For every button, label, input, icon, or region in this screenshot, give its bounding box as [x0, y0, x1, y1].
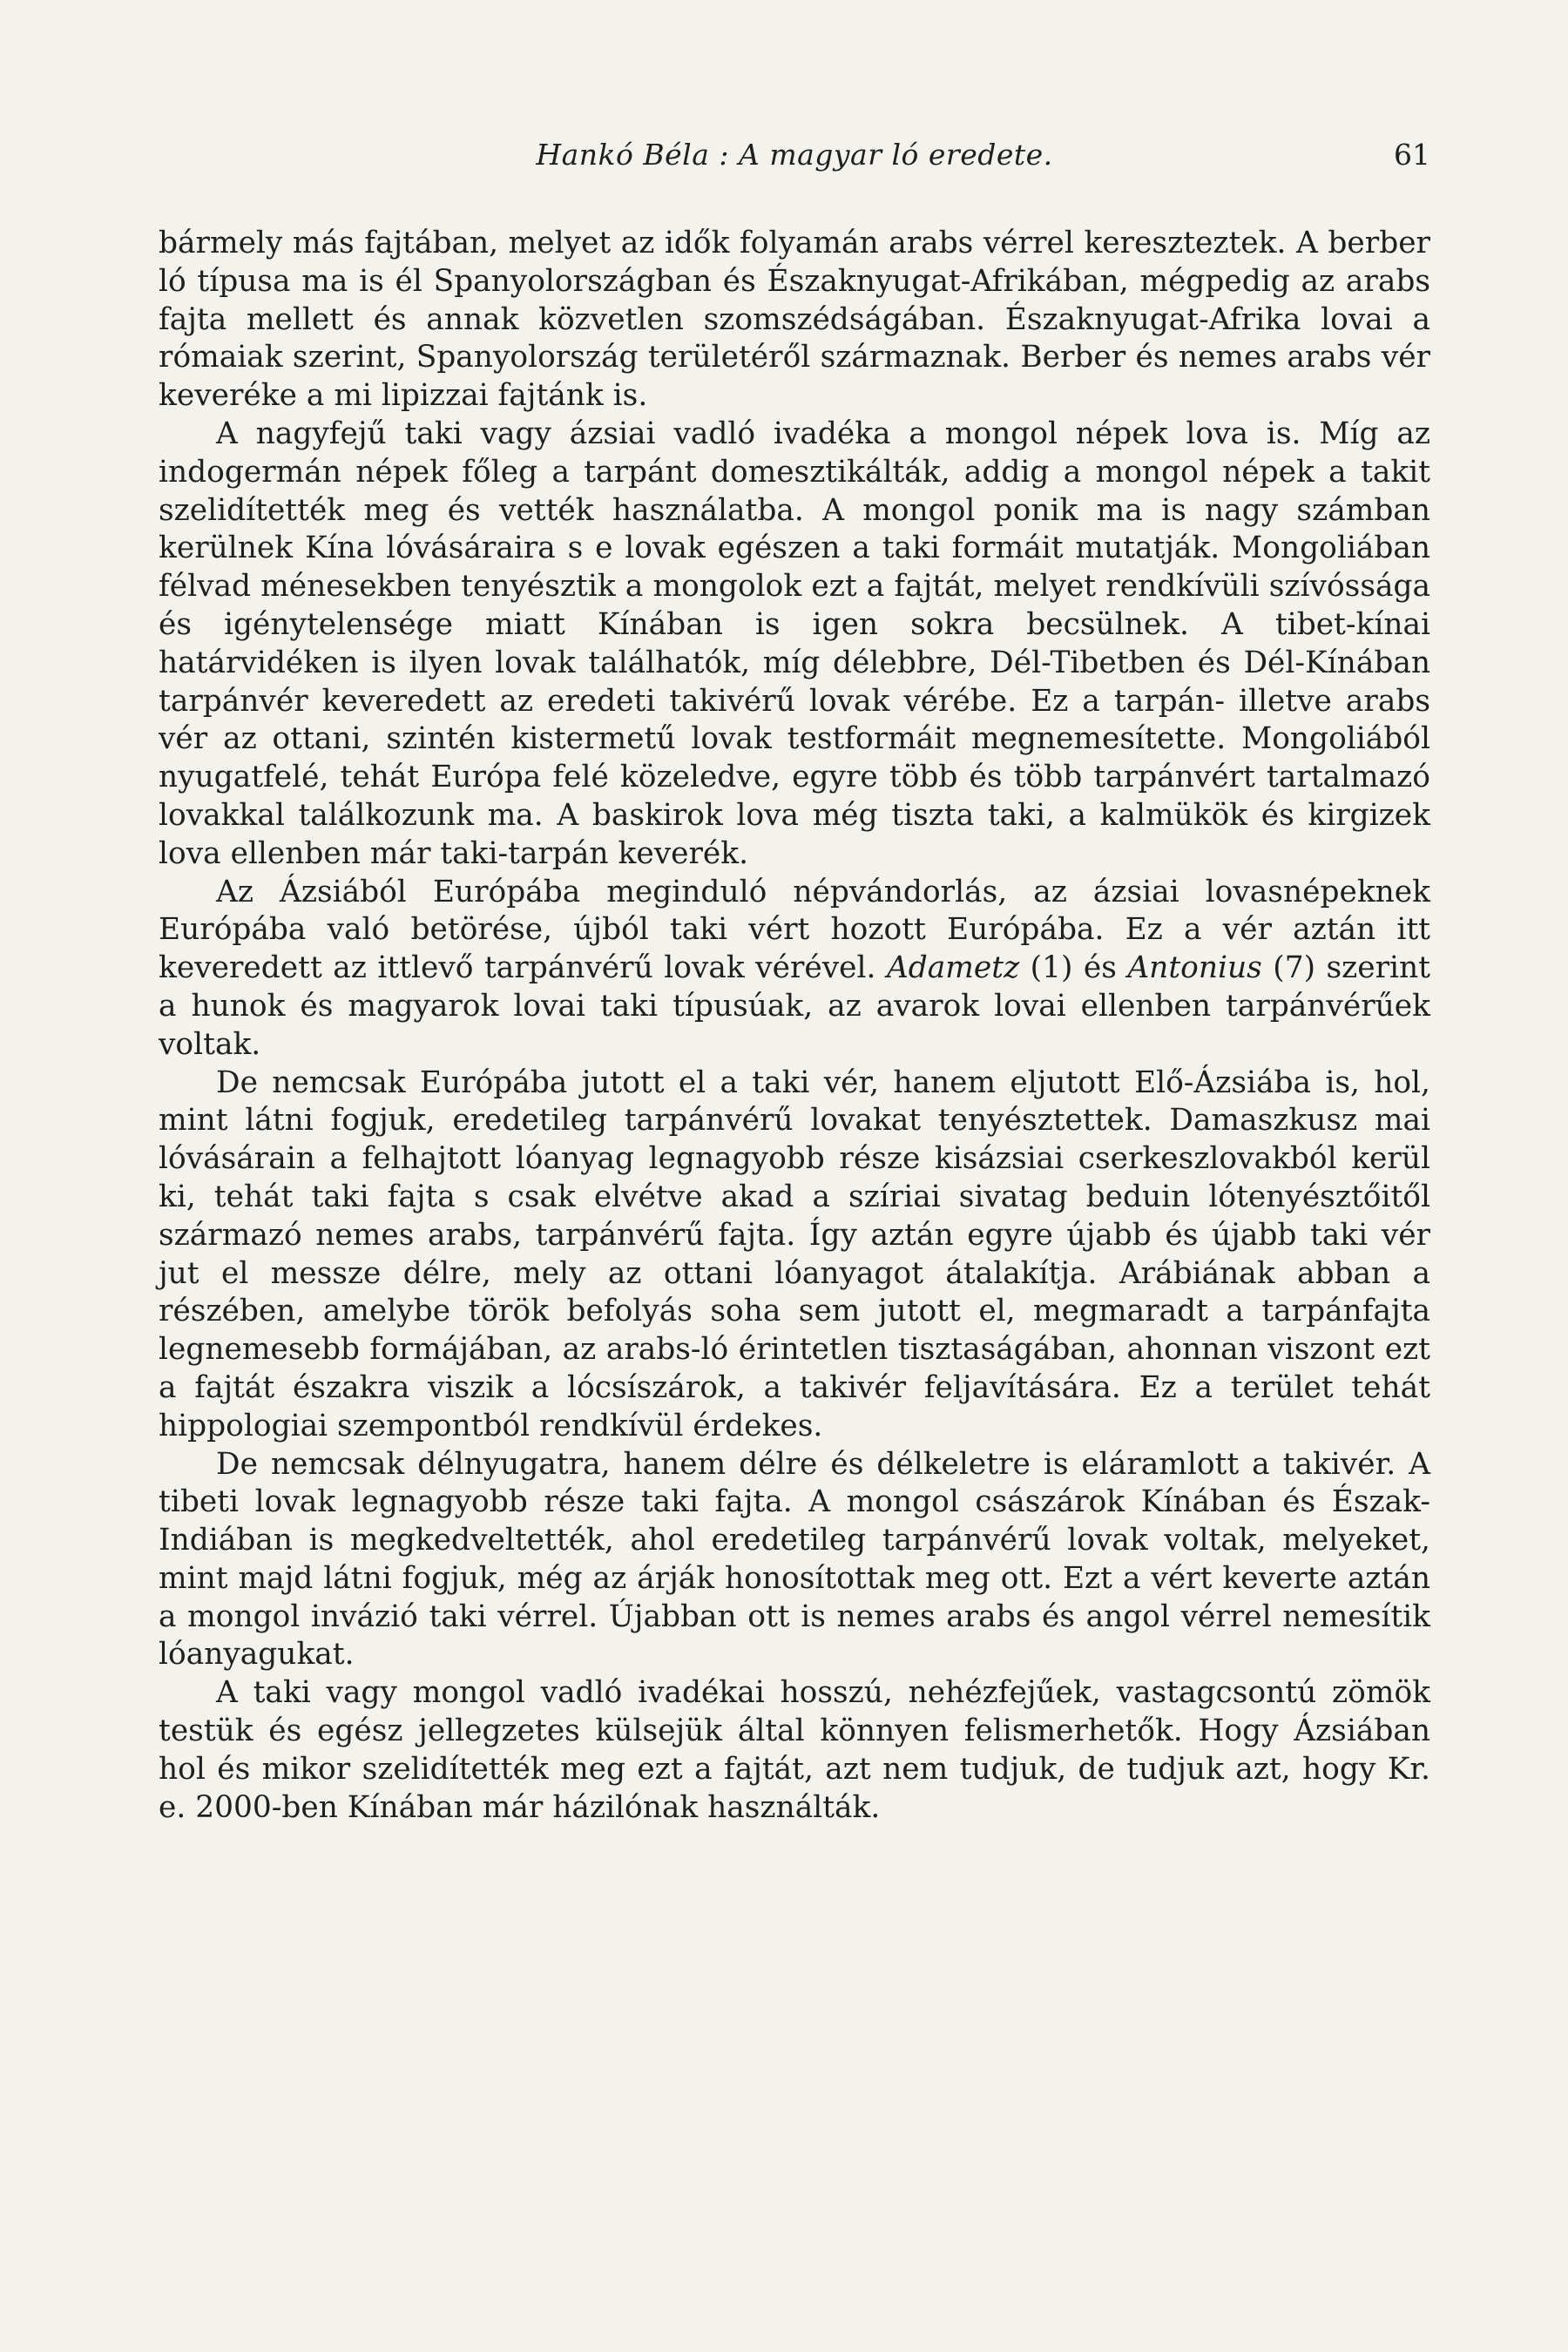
paragraph-1: bármely más fajtában, melyet az idők folyamán arabs vérrel kereszteztek. A berber ló típusa ma is él Spanyolországban és Északnyugat-Afrikában, mégpedig az arabs fajta mellett és annak közvetlen szomszédságában. Északnyugat-Afrika lovai a rómaiak szerint, Spanyolország területéről származnak. Berber és nemes arabs vér keveréke a mi lipizzai fajtánk is. — [159, 226, 1430, 414]
page-number: 61 — [1394, 138, 1430, 172]
paragraph-4: De nemcsak Európába jutott el a taki vér, hanem eljutott Elő-Ázsiába is, hol, mint látni fogjuk, eredetileg tarpánvérű lovakat tenyésztettek. Damaszkusz mai lóvásárain a felhajtott lóanyag legnagyobb része kisázsiai cserkeszlovakból kerül ki, tehát taki fajta s csak elvétve akad a szíriai sivatag beduin lótenyésztőitől származó nemes arabs, tarpánvérű fajta. Így aztán egyre újabb és újabb taki vér jut el messze délre, mely az ottani lóanyagot átalakítja. Arábiának abban a részében, amelybe török befolyás soha sem jutott el, megmaradt a tarpánfajta legnemesebb formájában, az arabs-ló érintetlen tisztaságában, ahonnan viszont ezt a fajtát északra viszik a lócsíszárok, a takivér feljavítására. Ez a terület tehát hippologiai szempontból rendkívül érdekes. — [159, 1064, 1430, 1443]
running-head — [159, 138, 1430, 181]
body-text — [159, 225, 1430, 1827]
paragraph-2: A nagyfejű taki vagy ázsiai vadló ivadéka a mongol népek lova is. Míg az indogermán népek főleg a tarpánt domesztikálták, addig a mongol népek a takit szelidítették meg és vették használatba. A mongol ponik ma is nagy számban kerülnek Kína lóvásáraira s e lovak egészen a taki formáit mutatják. Mongoliában félvad ménesekben tenyésztik a mongolok ezt a fajtát, melyet rendkívüli szívóssága és igénytelensége miatt Kínában is igen sokra becsülnek. A tibet-kínai határvidéken is ilyen lovak találhatók, míg délebbre, Dél-Tibetben és Dél-Kínában tarpánvér keveredett az eredeti takivérű lovak vérébe. Ez a tarpán- illetve arabs vér az ottani, szintén kistermetű lovak testformáit megnemesítette. Mongoliából nyugatfelé, tehát Európa felé közeledve, egyre több és több tarpánvért tartalmazó lovakkal találkozunk ma. A baskirok lova még tiszta taki, a kalmükök és kirgizek lova ellenben már taki-tarpán keverék. — [159, 416, 1430, 871]
paragraph-6: A taki vagy mongol vadló ivadékai hosszú, nehézfejűek, vastagcsontú zömök testük és egész jellegzetes külsejük által könnyen felismerhetők. Hogy Ázsiában hol és mikor szelidítették meg ezt a fajtát, azt nem tudjuk, de tudjuk azt, hogy Kr. e. 2000-ben Kínában már házilónak használták. — [159, 1675, 1430, 1825]
author-citation-antonius: Antonius — [1127, 950, 1262, 986]
paragraph-3-text-mid: (1) és — [1019, 950, 1128, 986]
paragraph-3 — [159, 874, 1430, 1064]
author-citation-adametz: Adametz — [886, 950, 1020, 986]
paragraph-5: De nemcsak délnyugatra, hanem délre és délkeletre is eláramlott a takivér. A tibeti lovak legnagyobb része taki fajta. A mongol császárok Kínában és Észak-Indiában is megkedveltették, ahol eredetileg tarpánvérű lovak voltak, melyeket, mint majd látni fogjuk, még az árják honosítottak meg ott. Ezt a vért keverte aztán a mongol invázió taki vérrel. Újabban ott is nemes arabs és angol vérrel nemesítik lóanyagukat. — [159, 1446, 1430, 1673]
paragraph-3-text-before: Az Ázsiából Európába meginduló népvándorlás, az ázsiai lovasnépeknek Európába való betörése, újból taki vért hozott Európába. Ez a vér aztán itt keveredett az ittlevő tarpánvérű lovak vérével. — [159, 874, 1430, 986]
running-title: Hankó Béla : A magyar ló eredete. — [536, 138, 1053, 172]
paragraph-3-text-after: (7) szerint a hunok és magyarok lovai taki típusúak, az avarok lovai ellenben tarpánvérűek voltak. — [159, 950, 1431, 1062]
